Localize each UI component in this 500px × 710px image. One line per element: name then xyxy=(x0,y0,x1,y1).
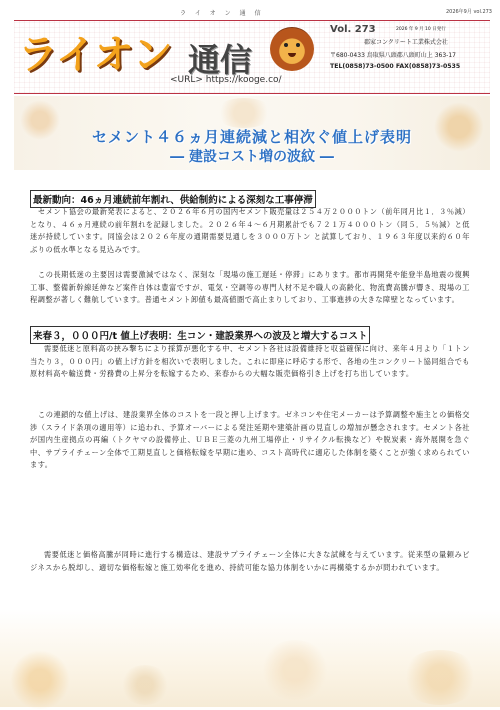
sub-headline: ― 建設コスト増の波紋 ― xyxy=(170,149,334,165)
volume-number: Vol. 273 xyxy=(330,24,376,35)
flower-decoration xyxy=(214,98,274,128)
logo-sub-text: 通信 xyxy=(188,41,253,79)
logo-text: ライオン xyxy=(18,32,172,78)
company-phone: TEL(0858)73-0500 FAX(0858)73-0535 xyxy=(330,63,461,70)
masthead xyxy=(14,20,490,94)
closing-paragraph: 需要低迷と価格高騰が同時に進行する構造は、建設サプライチェーン全体に大きな試練を与えています。従来型の量頼みビジネスから脱却し、適切な価格転嫁と施工効率化を進め、持続可能な協力体制をいかに再構築するかが問われています。 xyxy=(30,550,470,572)
section-1-title: 最新動向：46ヵ月連続前年割れ、供給制約による深刻な工事停滞 xyxy=(30,190,316,208)
company-address: 〒680-0433 鳥取県八頭郡八頭町山上 363-17 xyxy=(330,52,456,59)
flower-decoration xyxy=(400,650,480,705)
flower-decoration xyxy=(10,650,70,710)
flower-decoration xyxy=(260,640,330,700)
website-url[interactable]: <URL> https://kooge.co/ xyxy=(170,75,282,85)
headline-banner xyxy=(14,96,490,170)
main-headline: セメント４６ヵ月連続減と相次ぐ値上げ表明 xyxy=(91,128,412,146)
section-2-title: 来春３，０００円/t 値上げ表明：生コン・建設業界への波及と増大するコスト xyxy=(30,326,370,344)
section-2-paragraph-2: この連鎖的な値上げは、建設業界全体のコストを一段と押し上げます。ゼネコンや住宅メーカーは予算調整や施主との価格交渉（スライド条項の適用等）に追われ、予算オーバーによる発注延期や建築計画の見直しの増加が懸念されます。セメント各社が国内生産拠点の再編（トクヤマの設備停止、ＵＢＥ三菱の九州工場停止・リサイクル転換など）や脱炭素・海外展開を急ぐ中、サプライチェーン全体で工期見直しと価格転嫁を早期に進め、コスト高時代に適応した体制を築くことが強く求められています。 xyxy=(30,410,470,469)
lion-mascot-icon xyxy=(270,27,314,71)
top-center-title: ライオン通信 xyxy=(180,10,270,17)
company-name: 郡家コンクリート工業株式会社 xyxy=(364,39,448,46)
section-2-paragraph-1: 需要低迷と原料高の挟み撃ちにより採算が悪化する中、セメント各社は設備維持と収益確保に向け、来年４月より「１トン当たり３，０００円」の値上げ方針を相次いで表明しました。これに即座に呼応する形で、各地の生コンクリート協同組合でも原材料高や輸送費・労務費の上昇分を転嫁するため、来春からの大幅な販売価格引き上げを打ち出しています。 xyxy=(30,344,470,378)
section-1-paragraph-2: この長期低迷の主要因は需要激減ではなく、深刻な「現場の施工遅延・停滞」にあります。都市再開発や能登半島地震の復興工事、整備新幹線延伸など案件自体は豊富ですが、電気・空調等の専門人材不足や職人の高齢化、物流費高騰が響き、現場の工程調整が著しく難航しています。普通セメント卸値も最高値圏で高止まりしており、工事進捗の大きな障壁となっています。 xyxy=(30,270,470,304)
footer-decoration xyxy=(0,610,500,707)
publish-date: 2026 年 9 月 10 日発行 xyxy=(396,27,446,32)
publisher-info xyxy=(330,23,490,70)
top-right-issue: 2026年9月 vol.273 xyxy=(445,9,492,15)
section-1-paragraph-1: セメント協会の最新発表によると、２０２６年６月の国内セメント販売量は２５４万２０００トン（前年同月比１．３％減）となり、４６ヵ月連続の前年割れを記録しました。２０２６年４～６月期累計でも７２１万４０００トン（同５．５％減）と低迷が持続しています。同協会は２０２６年度の通期需要見通しを３０００万トン と試算しており、１９６３年度以来約６０年ぶりの低水準となる見込みです。 xyxy=(30,207,470,254)
flower-decoration xyxy=(120,665,170,705)
